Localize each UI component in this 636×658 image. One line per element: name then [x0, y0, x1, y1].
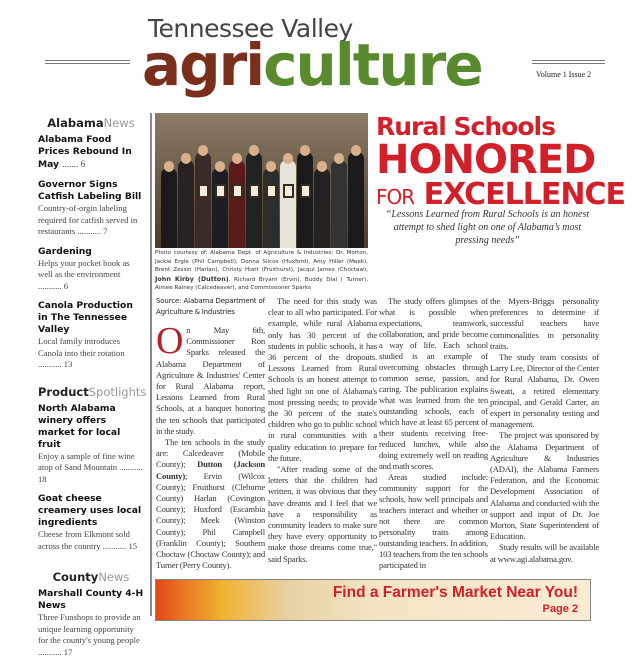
masthead-logo: agriculture [142, 31, 482, 99]
person-face [198, 145, 208, 156]
page-number: 6 [63, 280, 69, 291]
sidebar-item-title[interactable]: Governor Signs Catfish Labeling Bill [38, 179, 142, 202]
sidebar-item-desc: Country-of-orgin labeling required for catfish served in restaurants ........... 7 [38, 203, 138, 236]
sidebar-item-desc: Local family introduces Canola into their rotation ........... 13 [38, 336, 125, 369]
sidebar-section-heading: ProductSpotlights [38, 384, 147, 399]
certificate-frame [198, 184, 209, 198]
pull-quote: “Lessons Learned from Rural Schools is an honest attempt to shed light on one of Alabama’s most pressing needs” [385, 209, 590, 246]
certificate-frame [232, 184, 243, 198]
page-number: 15 [128, 540, 138, 551]
person-face [215, 161, 225, 172]
sidebar-item-title[interactable]: Gardening [38, 245, 92, 257]
person-figure [212, 168, 228, 248]
certificate-frame [215, 184, 226, 198]
sidebar-item-desc: Three Funshops to provide an unique learning opportunity for the county's young people ........... 17 [38, 612, 141, 657]
person-figure [246, 152, 262, 248]
sidebar-section-heading: AlabamaNews [47, 116, 135, 130]
person-face [181, 153, 191, 164]
sidebar-item-title[interactable]: Canola Production in The Tennessee Valley [38, 300, 133, 335]
person-face [164, 161, 174, 172]
person-face [334, 153, 344, 164]
certificate-frame [283, 184, 294, 198]
sidebar-item-desc: Cheese from Elkmont sold across the country ........... 15 [38, 529, 138, 551]
volume-issue: Volume 1 Issue 2 [536, 70, 592, 79]
page-number: 6 [80, 159, 86, 169]
sidebar-item-title[interactable]: Alabama Food Prices Rebound In May ....... 6 [38, 134, 132, 170]
sidebar-item-desc: Enjoy a sample of fine wine atop of Sand Mountain ........... 18 [38, 450, 143, 484]
person-face [300, 145, 310, 156]
sidebar-item-title[interactable]: Goat cheese creamery uses local ingredients [38, 493, 142, 528]
sidebar-item-title[interactable]: North Alabama winery offers market for local fruit [38, 402, 121, 450]
group-photo [155, 113, 368, 248]
person-figure [280, 160, 296, 248]
person-figure [348, 152, 364, 248]
sidebar-item-title[interactable]: Marshall County 4-H News [38, 588, 144, 611]
sidebar-section-heading: CountyNews [52, 570, 130, 584]
headline: Rural Schools HONORED FOR EXCELLENCE [376, 112, 626, 212]
person-figure [263, 168, 279, 248]
person-figure [161, 168, 177, 248]
farmers-market-banner[interactable]: Find a Farmer's Market Near You! Page 2 [155, 579, 591, 621]
certificate-frame [249, 184, 260, 198]
masthead-rule-left [45, 60, 130, 64]
article-column-3: The study offers glimpses of what is possible when expectations, teamwork, collaboration, and pride become a way of life. Each school studied is an example of overcoming obstacles through common sense, passion, and caring. The publication explains what was learned from the ten outstanding schools, each of which have at least 65 percent of their students receiving free-reduced lunches, while also doing extremely well on reading and math scores. Areas studied include: community support for the schools, how well principals and teachers interact and whether or not there are common personality traits among outstanding teachers. In addition, 103 teachers from the ten schools participated in [379, 296, 488, 570]
person-face [317, 161, 327, 172]
column-divider [150, 113, 152, 616]
masthead-subtitle: Tennessee Valley [148, 14, 353, 43]
article-column-1: Source: Alabama Department of Agriculture & Industries On May 6th, Commissioner Ron Sparks released the Alabama Department of Agriculture & Industries' Center for Rural Alabama report, Lessons Learned from Rural Schools, at a banquet honoring the ten schools that participated in the study. The ten schools in the study are: Calcedeaver (Mobile County); Dutton (Jackson County); Ervin (Wilcox County); Fruithurst (Cleburne County) Harlan (Covington County); Huxford (Escambia County); Meek (Winston County); Phil Campbell (Franklin County); Southern Choctaw (Choctaw County); and Turner (Perry County). [156, 297, 266, 571]
page-number: 13 [63, 359, 73, 369]
person-figure [195, 152, 211, 248]
person-figure [314, 168, 330, 248]
article-source: Source: Alabama Department of Agriculture & Industries [156, 297, 265, 316]
sidebar-item-desc: Helps your pocket book as well as the environment ........... 6 [38, 257, 130, 291]
person-figure [178, 160, 194, 248]
person-face [232, 153, 242, 164]
certificate-frame [266, 184, 277, 198]
person-figure [297, 152, 313, 248]
person-face [266, 161, 276, 172]
masthead-rule-right [532, 60, 605, 64]
photo-caption: Photo courtesy of: Alabama Dept. of Agriculture & Industries; Dr. Morton, Jackie Ergle (Phil Campbell), Donna Silcox (Huxford), Amy Hiller (Meek), Brent Zessin (Harlan), Christy Hiatt (Fruithurst), Jacqui James (Choctaw), John Kirby (Dutton), Richard Bryant (Ervin), Buddy Dial ( Turner), Aimee Rainey (Calcedeaver), and Commissioner Sparks [155, 250, 368, 292]
page-number: 7 [103, 226, 108, 236]
article-column-2: The need for this study was clear to all who participated. For example, while rural Alabama only has 30 percent of the students in public schools, it has 36 percent of the dropouts. Lessons Learned from Rural Schools is an honest attempt to shed light on one of Alabama's most pressing needs; to provide the 30 percent of the state's children who go to public school in rural communities with a quality education to prepare for the future. "After reading some of the letters that the children had written, it was obvious that they have dreams and I feel that we have a responsibility as community leaders to make sure they have every opportunity to make those dreams come true," said Sparks. [268, 296, 377, 564]
page-number: 17 [63, 646, 73, 657]
person-face [351, 145, 361, 156]
sidebar [38, 116, 147, 658]
page-number: 18 [38, 473, 47, 484]
article-column-4: the Myers-Briggs personality preferences to determine if successful teachers have commonalities in personality traits. The study team consists of Larry Lee, Director of the Center for Rural Alabama, Dr. Owen Sweatt, a retired elementary principal, and Gerald Carter, an expert in personality testing and management. The project was sponsored by the Alabama Department of Agriculture & Industries (ADAI), the Alabama Farmers Federation, and the Economic Development Association of Alabama and conducted with the support and input of Dr. Joe Morton, State Superintendent of Education. Study results will be available at www.agi.alabama.gov. [490, 296, 599, 564]
person-figure [229, 160, 245, 248]
drop-cap: O [156, 320, 184, 362]
person-face [283, 153, 293, 164]
person-figure [331, 160, 347, 248]
certificate-frame [300, 184, 311, 198]
person-face [249, 145, 259, 156]
